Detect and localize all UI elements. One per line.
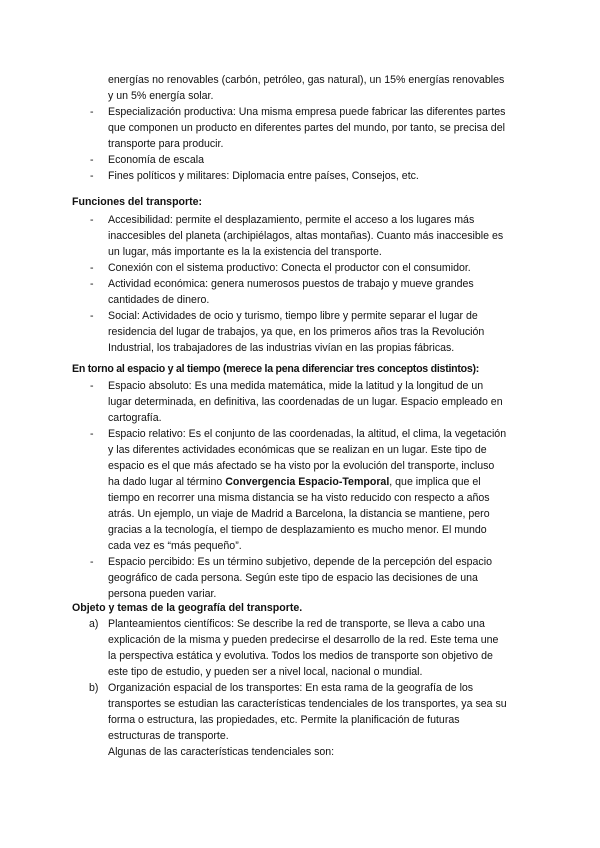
text-segment: , que implica que el xyxy=(389,476,481,488)
text-line: y las diferentes actividades económicas que se realizan en un lugar. Este tipo de xyxy=(108,444,487,456)
list-item-planteamientos: Planteamientos científicos: Se describe la red de transporte, se lleva a cabo una xyxy=(108,618,485,630)
text-line: estructuras de transporte. xyxy=(108,730,229,742)
list-item-fines: Fines políticos y militares: Diplomacia entre países, Consejos, etc. xyxy=(108,170,419,182)
text-line: lugar determinada, en definitiva, las coordenadas de un lugar. Espacio empleado en xyxy=(108,396,503,408)
section-heading-funciones: Funciones del transporte: xyxy=(72,196,203,208)
text-line: cantidades de dinero. xyxy=(108,294,210,306)
bullet-dash: - xyxy=(90,106,94,118)
bullet-dash: - xyxy=(90,556,94,568)
list-marker-b: b) xyxy=(89,682,99,694)
list-item-actividad: Actividad económica: genera numerosos puestos de trabajo y mueve grandes xyxy=(108,278,474,290)
text-line: persona pueden variar. xyxy=(108,588,217,600)
text-line: inaccesibles del planeta (archipiélagos, altas montañas). Cuanto más inaccesible es xyxy=(108,230,504,242)
list-item-conexion: Conexión con el sistema productivo: Conecta el productor con el consumidor. xyxy=(108,262,471,274)
text-line: atrás. Un ejemplo, un viaje de Madrid a Barcelona, la distancia se mantiene, pero xyxy=(108,508,490,520)
text-line: cada vez es “más pequeño”. xyxy=(108,540,242,552)
text-line: transporte para producir. xyxy=(108,138,224,150)
text-line: residencia del lugar de trabajos, ya que, en los primeros años tras la Revolución xyxy=(108,326,485,338)
text-line: que componen un producto en diferentes partes del mundo, por tanto, se precisa del xyxy=(108,122,505,134)
list-item-organizacion: Organización espacial de los transportes: En esta rama de la geografía de los xyxy=(108,682,474,694)
text-line: cartografía. xyxy=(108,412,162,424)
bullet-dash: - xyxy=(90,154,94,166)
text-segment: ha dado lugar al término xyxy=(108,476,223,488)
text-line: geográfico de cada persona. Según este tipo de espacio las decisiones de una xyxy=(108,572,478,584)
text-line xyxy=(108,474,481,490)
bullet-dash: - xyxy=(90,310,94,322)
bullet-dash: - xyxy=(90,170,94,182)
text-line: un lugar, más importante es la la existencia del transporte. xyxy=(108,246,382,258)
list-item-espacio-absoluto: Espacio absoluto: Es una medida matemática, mide la latitud y la longitud de un xyxy=(108,380,484,392)
bullet-dash: - xyxy=(90,214,94,226)
section-heading-espacio: En torno al espacio y al tiempo (merece la pena diferenciar tres conceptos distintos): xyxy=(72,363,480,375)
list-item-especializacion: Especialización productiva: Una misma empresa puede fabricar las diferentes partes xyxy=(108,106,506,118)
bullet-dash: - xyxy=(90,428,94,440)
text-line: gracias a la tecnología, el tiempo de desplazamiento es mucho menor. El mundo xyxy=(108,524,487,536)
list-marker-a: a) xyxy=(89,618,99,630)
bullet-dash: - xyxy=(90,278,94,290)
text-line: Industrial, los trabajadores de las industrias vivían en las propias fábricas. xyxy=(108,342,455,354)
text-line: la perspectiva estática y evolutiva. Todos los medios de transporte son objetivo de xyxy=(108,650,493,662)
list-item-espacio-relativo: Espacio relativo: Es el conjunto de las coordenadas, la altitud, el clima, la vegetación xyxy=(108,428,507,440)
text-line: tiempo en recorrer una misma distancia se ha visto reducido con respecto a años xyxy=(108,492,490,504)
text-line: energías no renovables (carbón, petróleo, gas natural), un 15% energías renovables xyxy=(108,74,505,86)
bullet-dash: - xyxy=(90,380,94,392)
list-item-espacio-percibido: Espacio percibido: Es un término subjetivo, depende de la percepción del espacio xyxy=(108,556,492,568)
list-item-social: Social: Actividades de ocio y turismo, tiempo libre y permite separar el lugar de xyxy=(108,310,478,322)
text-line: explicación de la misma y pueden predecirse el desarrollo de la red. Este tema une xyxy=(108,634,499,646)
text-line: Algunas de las características tendenciales son: xyxy=(108,746,335,758)
list-item-accesibilidad: Accesibilidad: permite el desplazamiento, permite el acceso a los lugares más xyxy=(108,214,475,226)
text-line: forma o estructura, las propiedades, etc. Permite la planificación de futuras xyxy=(108,714,460,726)
text-line: espacio es el que más afectado se ha visto por la evolución del transporte, incluso xyxy=(108,460,495,472)
bullet-dash: - xyxy=(90,262,94,274)
section-heading-objeto: Objeto y temas de la geografía del transporte. xyxy=(72,602,303,614)
text-line: transportes se estudian las características tendenciales de los transportes, ya sea su xyxy=(108,698,507,710)
term-convergencia: Convergencia Espacio-Temporal xyxy=(225,476,390,488)
text-line: y un 5% energía solar. xyxy=(108,90,214,102)
text-line: este tipo de estudio, y pueden ser a nivel local, nacional o mundial. xyxy=(108,666,423,678)
list-item-escala: Economía de escala xyxy=(108,154,204,166)
